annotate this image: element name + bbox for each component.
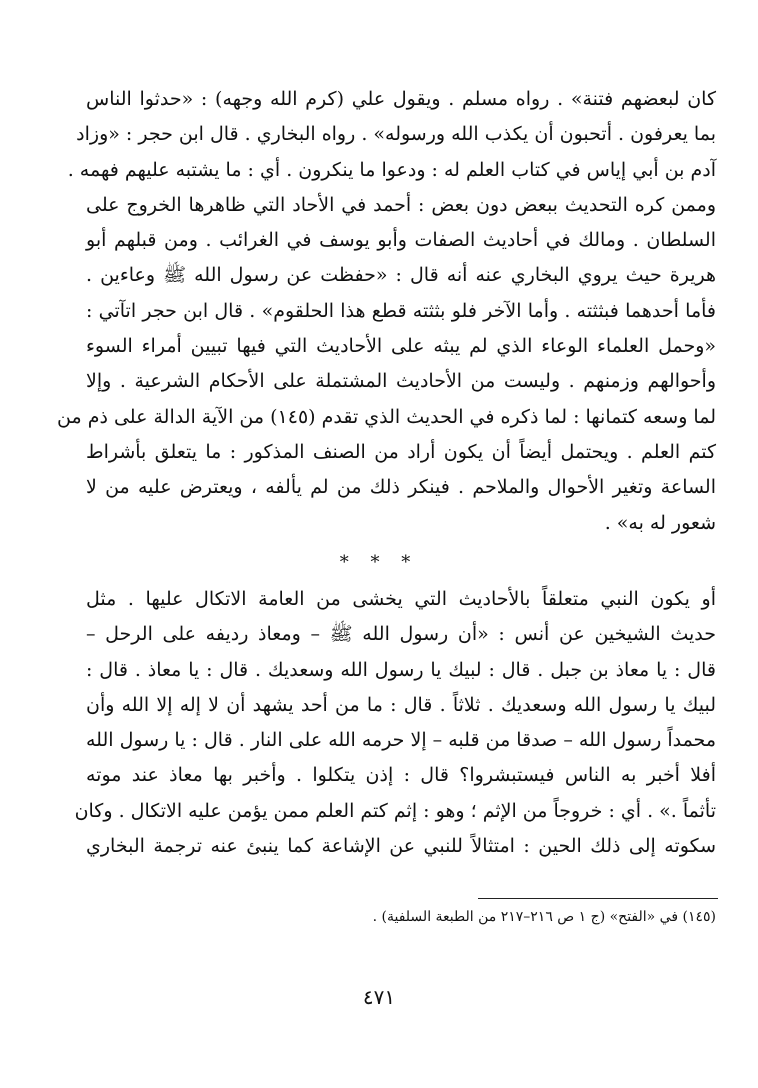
main-text-block-two	[74, 582, 716, 864]
text-line: قال : يا معاذ بن جبل . قال : لبيك يا رسول الله وسعديك . قال : يا معاذ . قال :	[86, 658, 716, 681]
text-line: فأما أحدهما فبثثته . وأما الآخر فلو بثثته قطع هذا الحلقوم» . قال ابن حجر اتآتي :	[86, 299, 716, 322]
text-line: «وحمل العلماء الوعاء الذي لم يبثه على الأحاديث التي فيها تبيين أمراء السوء	[86, 335, 716, 358]
section-separator: * * *	[339, 552, 419, 573]
footnote-divider	[478, 898, 718, 899]
text-line: تأثماً .» . أي : خروجاً من الإثم ؛ وهو : إثم كتم العلم ممن يؤمن عليه الاتكال . وكان	[74, 799, 716, 822]
text-line: سكوته إلى ذلك الحين : امتثالاً للنبي عن الإشاعة كما ينبئ عنه ترجمة البخاري	[86, 835, 716, 858]
text-line: هريرة حيث يروي البخاري عنه أنه قال : «حفظت عن رسول الله ﷺ وعاءين .	[86, 264, 716, 287]
text-line: كان لبعضهم فتنة» . رواه مسلم . ويقول علي (كرم الله وجهه) : «حدثوا الناس	[86, 88, 716, 110]
text-line: الساعة وتغير الأحوال والملاحم . فينكر ذلك من لم يألفه ، ويعترض عليه من لا	[86, 476, 716, 499]
text-line: أفلا أخبر به الناس فيستبشروا؟ قال : إذن يتكلوا . وأخبر بها معاذ عند موته	[86, 764, 716, 787]
text-line: حديث الشيخين عن أنس : «أن رسول الله ﷺ – ومعاذ رديفه على الرحل –	[86, 623, 716, 646]
text-line: محمداً رسول الله – صدقا من قلبه – إلا حرمه الله على النار . قال : يا رسول الله	[86, 729, 716, 752]
text-line: وأحوالهم وزمنهم . وليست من الأحاديث المشتملة على الأحكام الشرعية . وإلا	[86, 370, 716, 393]
text-line: بما يعرفون . أتحبون أن يكذب الله ورسوله» . رواه البخاري . قال ابن حجر : «وزاد	[76, 123, 716, 146]
text-line: وممن كره التحديث ببعض دون بعض : أحمد في الأحاد التي ظاهرها الخروج على	[86, 193, 716, 216]
main-text-block-one	[57, 82, 716, 541]
page-number: ٤٧١	[362, 985, 396, 1009]
text-line: السلطان . ومالك في أحاديث الصفات وأبو يوسف في الغرائب . ومن قبلهم أبو	[86, 229, 716, 252]
text-line: لما وسعه كتمانها : لما ذكره في الحديث الذي تقدم (١٤٥) من الآية الدالة على ذم من	[57, 405, 716, 428]
text-line: لبيك يا رسول الله وسعديك . ثلاثاً . قال : ما من أحد يشهد أن لا إله إلا الله وأن	[86, 693, 716, 716]
text-line: كتم العلم . ويحتمل أيضاً أن يكون أراد من الصنف المذكور : ما يتعلق بأشراط	[86, 440, 716, 463]
footnote: (١٤٥) في «الفتح» (ج ١ ص ٢١٦–٢١٧ من الطبعة السلفية) .	[372, 909, 716, 925]
text-line: آدم بن أبي إياس في كتاب العلم له : ودعوا ما ينكرون . أي : ما يشتبه عليهم فهمه .	[67, 158, 716, 181]
text-line: أو يكون النبي متعلقاً بالأحاديث التي يخشى من العامة الاتكال عليها . مثل	[86, 588, 716, 610]
text-line: شعور له به» .	[604, 511, 716, 534]
